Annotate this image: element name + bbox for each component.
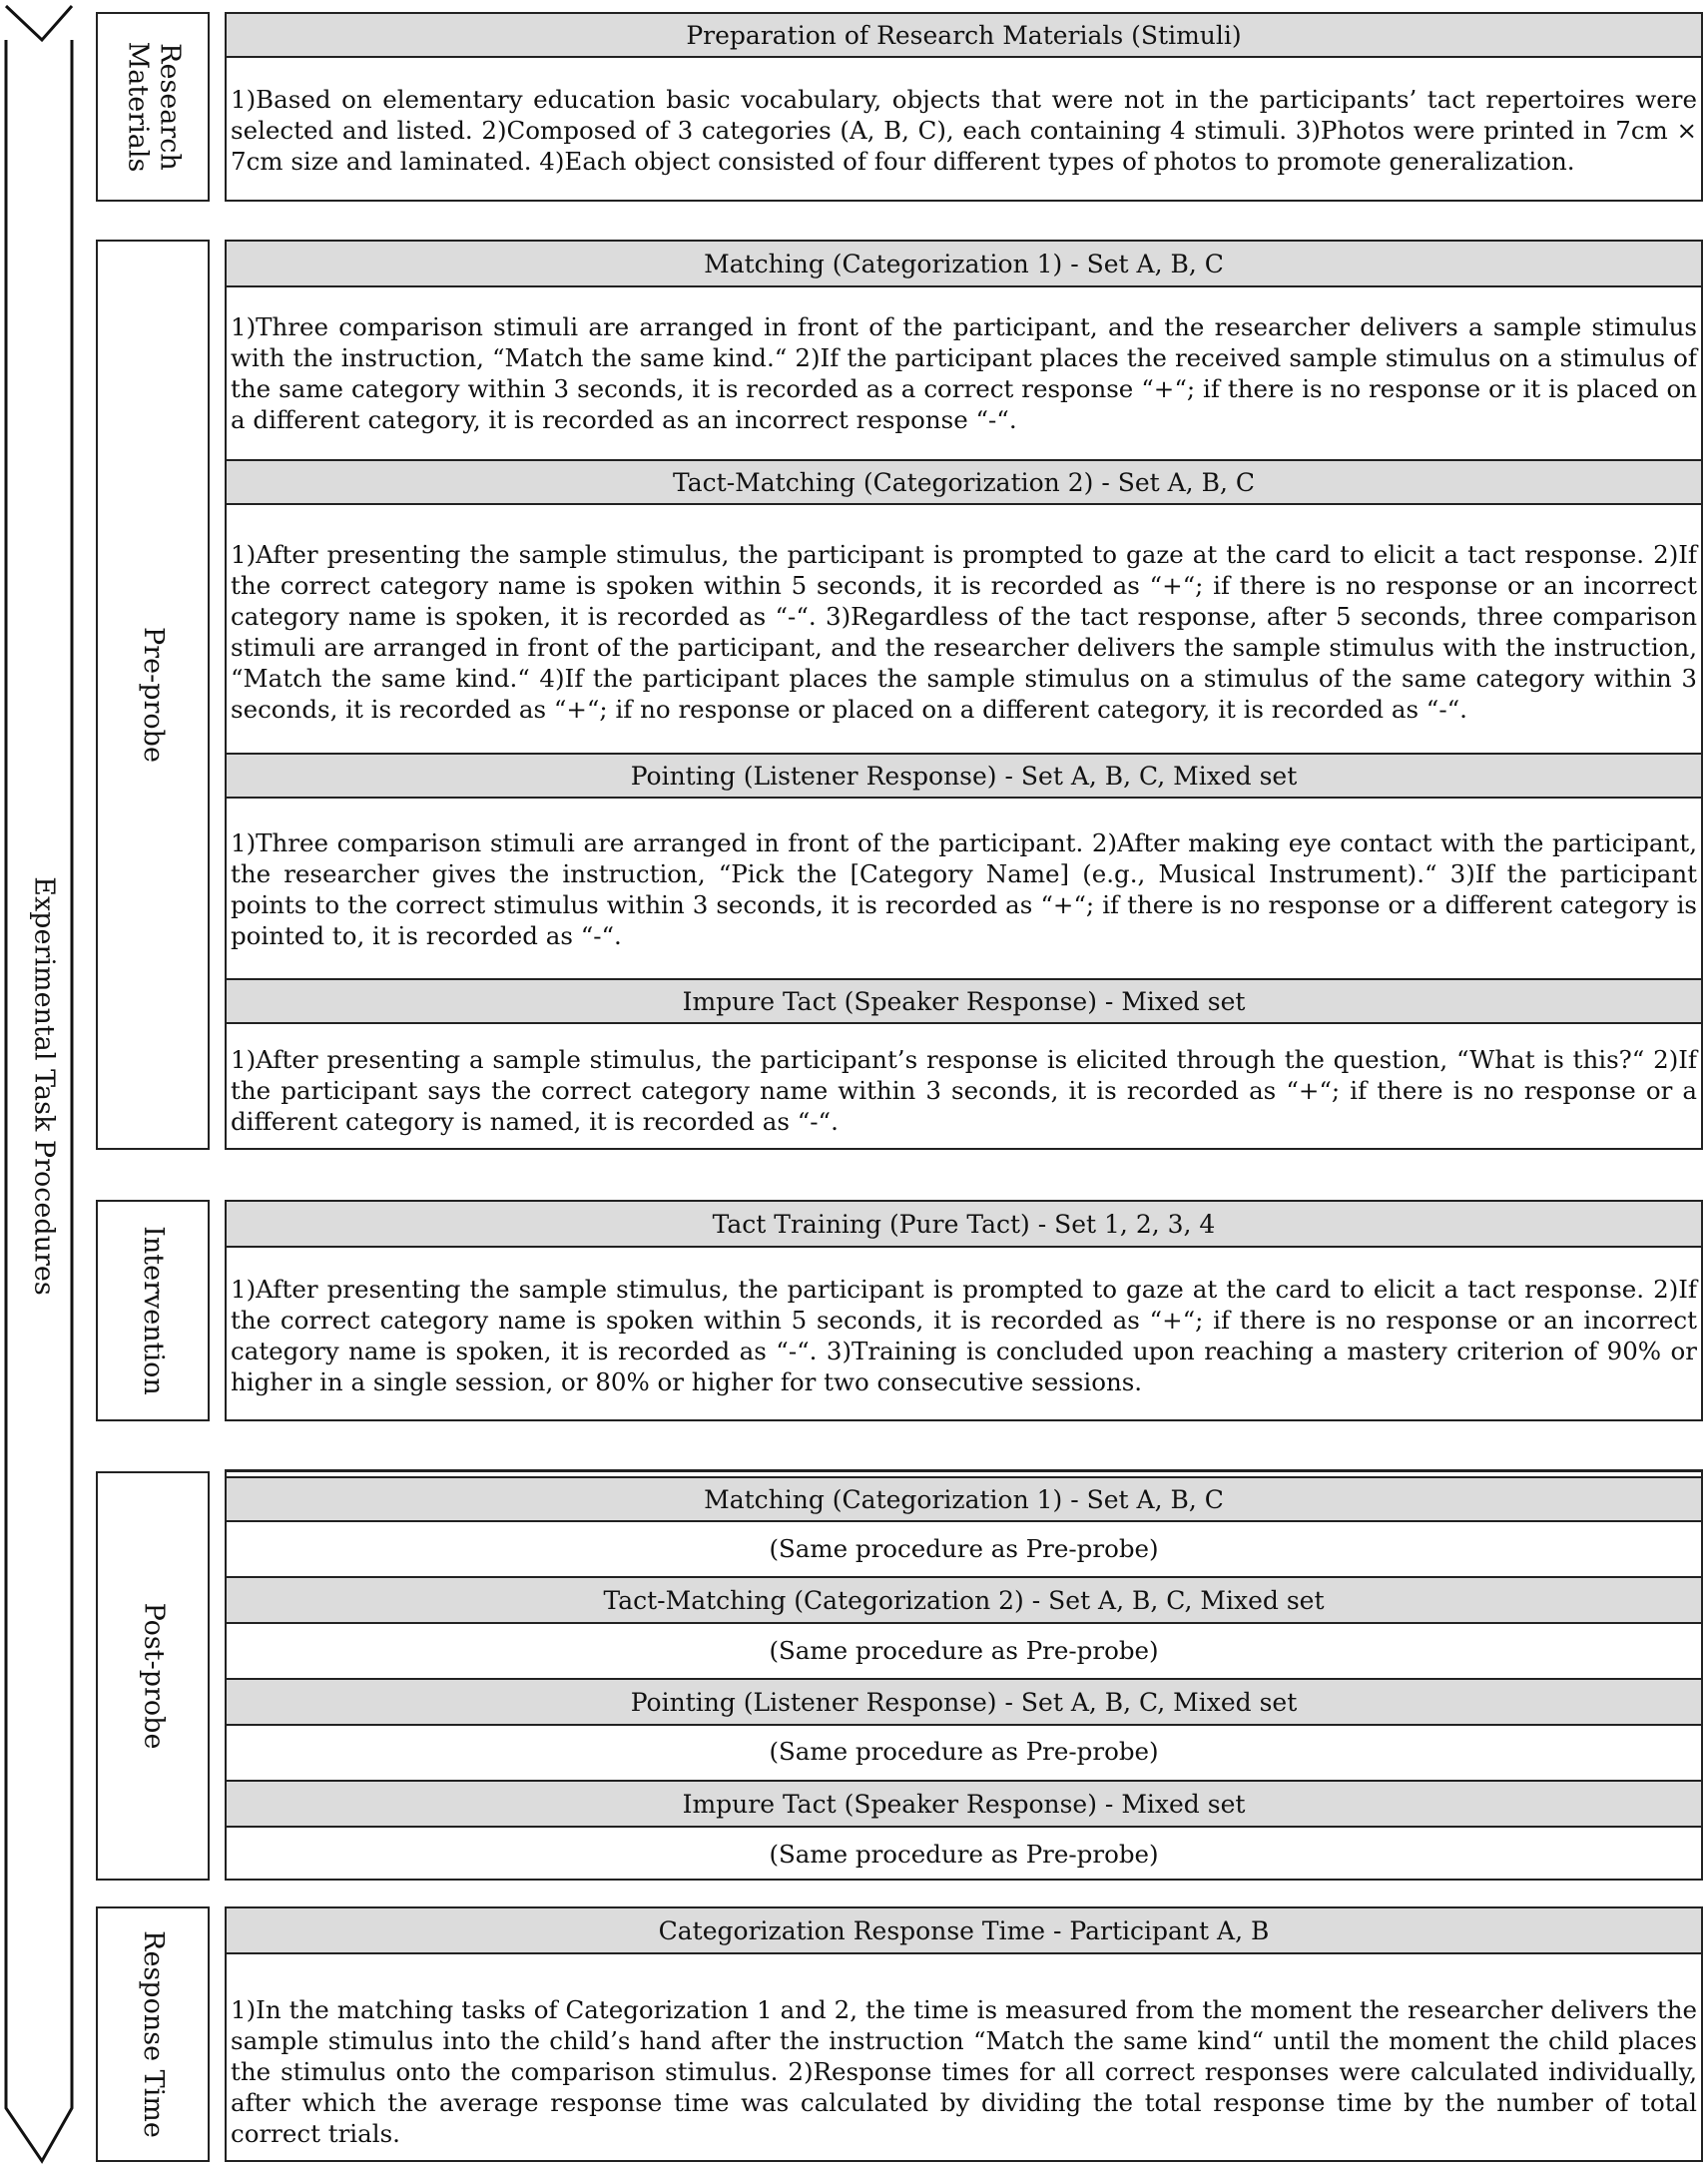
procedure-axis-label: Experimental Task Procedures <box>28 876 60 1296</box>
research-materials-box <box>225 12 1703 202</box>
pre-probe-box <box>225 240 1703 1150</box>
stage-label-pre-probe: Pre-probe <box>96 240 210 1150</box>
section-text: 1)Based on elementary education basic vocabulary, objects that were not in the participants’ tact repertoires were selected and listed. 2)Composed of 3 categories (A, B, C), each containing 4 stimuli. 3)Photos were printed in 7cm × 7cm size and laminated. 4)Each object consisted of four different types of photos to promote generalization. <box>231 85 1697 176</box>
stage-label-response-time: Response Time <box>96 1906 210 2162</box>
section-text: 1)Three comparison stimuli are arranged in front of the participant. 2)After making eye contact with the participant, the researcher gives the instruction, “Pick the [Category Name] (e.g., Musical Instrument).“ 3)If the participant points to the correct stimulus within 3 seconds, it is recorded as “+“; if there is no response or a different category is pointed to, it is recorded as “-“. <box>231 828 1697 950</box>
section-text: 1)In the matching tasks of Categorization 1 and 2, the time is measured from the moment the researcher delivers the sample stimulus into the child’s hand after the instruction “Match the same kind“ until the moment the child places the stimulus onto the comparison stimulus. 2)Response times for all correct responses were calculated individually, after which the average response time was calculated by dividing the total response time by the number of total correct trials. <box>231 1995 1697 2148</box>
section-title: Impure Tact (Speaker Response) - Mixed set <box>227 978 1701 1024</box>
section-title: Pointing (Listener Response) - Set A, B, C, Mixed set <box>227 1678 1701 1726</box>
section-title: Impure Tact (Speaker Response) - Mixed set <box>227 1780 1701 1828</box>
intervention-box <box>225 1200 1703 1421</box>
section-text: (Same procedure as Pre-probe) <box>769 1636 1159 1665</box>
stage-label-post-probe: Post-probe <box>96 1471 210 1881</box>
section-title: Matching (Categorization 1) - Set A, B, C <box>227 242 1701 287</box>
section-title: Tact Training (Pure Tact) - Set 1, 2, 3, 4 <box>227 1202 1701 1248</box>
section-text: 1)After presenting the sample stimulus, the participant is prompted to gaze at the card to elicit a tact response. 2)If the correct category name is spoken within 5 seconds, it is recorded as “+“; if there is no response or an incorrect category name is spoken, it is recorded as “-“. 3)Training is concluded upon reaching a mastery criterion of 90% or higher in a single session, or 80% or higher for two consecutive sessions. <box>231 1275 1697 1396</box>
section-title: Pointing (Listener Response) - Set A, B, C, Mixed set <box>227 753 1701 799</box>
section-title: Categorization Response Time - Participant A, B <box>227 1908 1701 1954</box>
section-title: Tact-Matching (Categorization 2) - Set A, B, C, Mixed set <box>227 1576 1701 1624</box>
post-probe-box <box>225 1469 1703 1881</box>
section-title: Matching (Categorization 1) - Set A, B, C <box>227 1476 1701 1522</box>
response-time-box <box>225 1906 1703 2162</box>
section-text: (Same procedure as Pre-probe) <box>769 1840 1159 1869</box>
section-text: 1)After presenting the sample stimulus, the participant is prompted to gaze at the card to elicit a tact response. 2)If the correct category name is spoken within 5 seconds, it is recorded as “+“; if there is no response or an incorrect category name is spoken, it is recorded as “-“. 3)Regardless of the tact response, after 5 seconds, three comparison stimuli are arranged in front of the participant, and the researcher delivers the sample stimulus with the instruction, “Match the same kind.“ 4)If the participant places the sample stimulus on a stimulus of the same category within 3 seconds, it is recorded as “+“; if no response or placed on a different category, it is recorded as “-“. <box>231 540 1697 724</box>
stage-label-research-materials: Research Materials <box>96 12 210 202</box>
section-title: Tact-Matching (Categorization 2) - Set A, B, C <box>227 459 1701 505</box>
section-text: (Same procedure as Pre-probe) <box>769 1737 1159 1766</box>
stage-label-intervention: Intervention <box>96 1200 210 1421</box>
section-title: Preparation of Research Materials (Stimuli) <box>227 14 1701 58</box>
section-text: 1)Three comparison stimuli are arranged in front of the participant, and the researcher delivers a sample stimulus with the instruction, “Match the same kind.“ 2)If the participant places the received sample stimulus on a stimulus of the same category within 3 seconds, it is recorded as a correct response “+“; if there is no response or it is placed on a different category, it is recorded as an incorrect response “-“. <box>231 312 1697 434</box>
section-text: (Same procedure as Pre-probe) <box>769 1534 1159 1563</box>
section-text: 1)After presenting a sample stimulus, the participant’s response is elicited through the question, “What is this?“ 2)If the participant says the correct category name within 3 seconds, it is recorded as “+“; if there is no response or a different category is named, it is recorded as “-“. <box>231 1045 1697 1136</box>
